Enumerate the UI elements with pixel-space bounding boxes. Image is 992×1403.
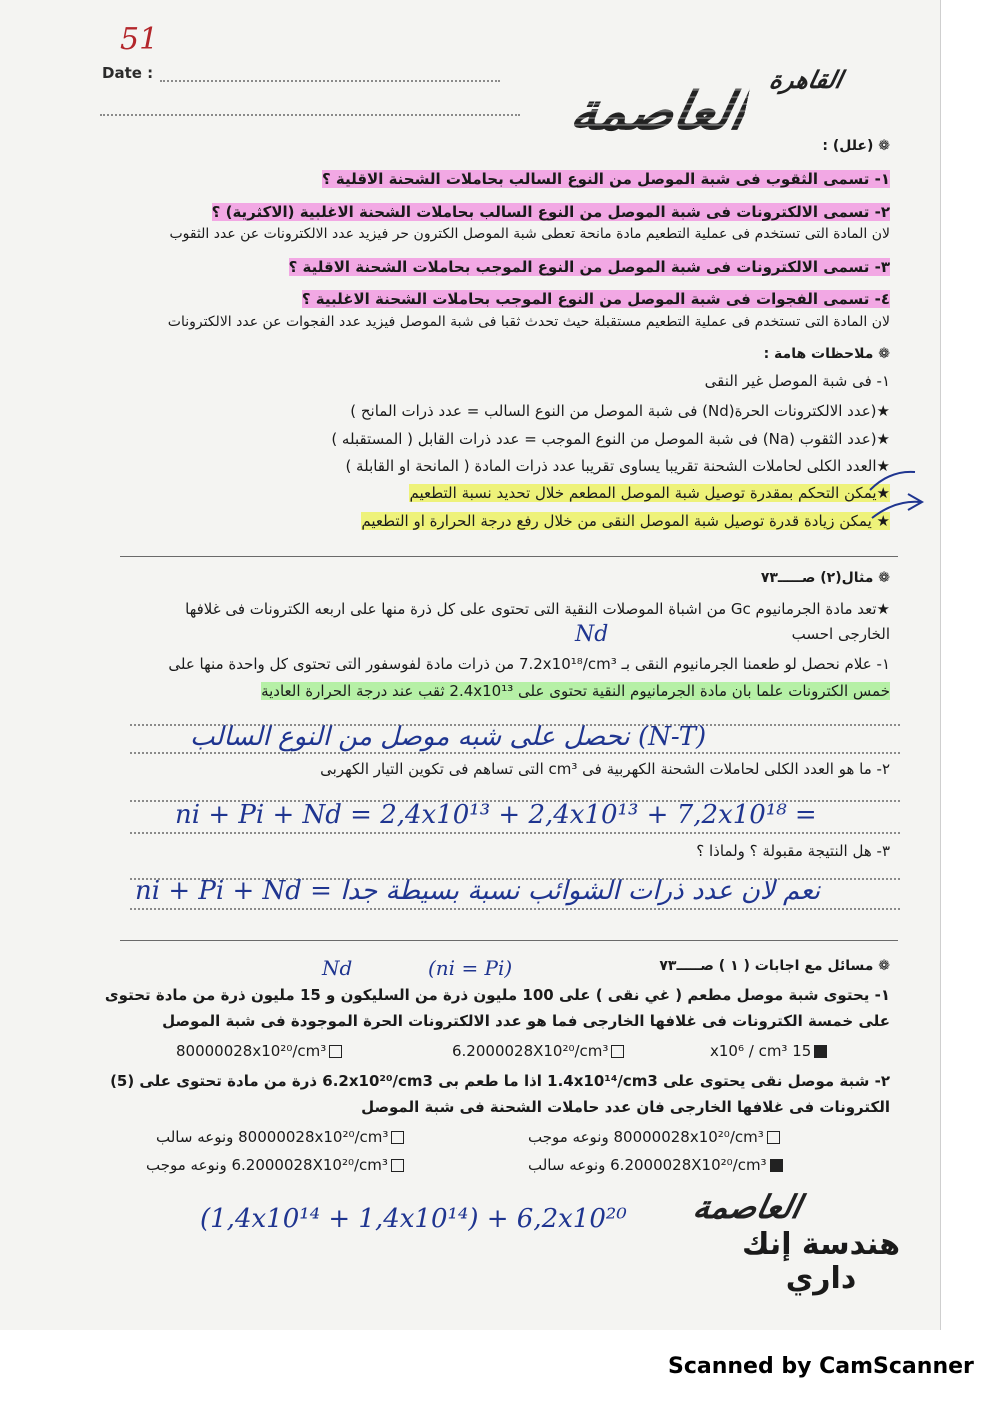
note-star-4-text: ★يمكن التحكم بمقدرة توصيل شبة الموصل المطعم خلال تحديد نسبة التطعيم: [409, 484, 890, 502]
problem-1-line-2: على خمسة الكترونات فى غلافها الخارجى فما هو عدد الالكترونات الحرة الموجودة فى شبة الموصل: [162, 1012, 890, 1030]
checkbox-icon[interactable]: [391, 1131, 404, 1144]
example-intro-1: ★تعد مادة الجرمانيوم Gc من اشباة الموصلات النقية التى تحتوى على كل ذرة منها على اربعه الكترونات فى غلافها: [185, 600, 890, 618]
brand-logo-big: العاصمة: [565, 82, 752, 142]
handwritten-nd: Nd: [575, 622, 609, 647]
handwritten-sum: (1,4x10¹⁴ + 1,4x10¹⁴) + 6,2x10²⁰: [200, 1204, 627, 1234]
checkbox-icon[interactable]: [611, 1045, 624, 1058]
problem-1-option-a[interactable]: [176, 1042, 345, 1060]
reason-3: [289, 258, 890, 276]
problem-2-option-a-text: 80000028x10²⁰/cm³ ونوعه سالب: [156, 1128, 389, 1146]
brand-logo-small: القاهرة: [767, 66, 845, 94]
problem-1-option-b-text: 6.2000028X10²⁰/cm³: [452, 1042, 609, 1060]
handwritten-answer-2: ni + Pi + Nd = 2,4x10¹³ + 2,4x10¹³ + 7,2x10¹⁸ =: [175, 800, 817, 830]
problem-2-option-b[interactable]: [528, 1128, 783, 1146]
checkbox-icon[interactable]: [329, 1045, 342, 1058]
handwritten-answer-1: نحصل على شبه موصل من النوع السالب (N-T): [190, 722, 707, 752]
handwritten-nd-2: Nd: [322, 956, 353, 980]
divider-2: [120, 940, 898, 941]
note-1: ١- فى شبة الموصل غير النقى: [704, 372, 890, 390]
camscanner-watermark: Scanned by CamScanner: [668, 1354, 974, 1379]
example-q1-line-2: [261, 682, 890, 700]
reason-2-text: ٢- تسمى الالكترونات فى شبة الموصل من النوع السالب بحاملات الشحنة الاغلبية (الاكثرية) ؟: [211, 203, 890, 221]
note-star-1: ★(عدد الالكترونات الحرة(Nd) فى شبة الموصل من النوع السالب = عدد ذرات المانح ): [350, 402, 890, 420]
example-q1-line-2-text: خمس الكترونات علما بان مادة الجرمانيوم النقية تحتوى على 2.4x10¹³ ثقب عند درجة الحرارة العادية: [261, 682, 890, 700]
header-dotted-line: [100, 114, 520, 116]
reason-4: [302, 290, 890, 308]
reason-3-text: ٣- تسمى الالكترونات فى شبة الموصل من النوع الموجب بحاملات الشحنة الاقلية ؟: [288, 258, 890, 276]
problem-2-line-2: الكترونات فى غلافها الخارجى فان عدد حاملات الشحنة فى شبة الموصل: [361, 1098, 890, 1116]
problem-2-option-b-text: 80000028x10²⁰/cm³ ونوعه موجب: [528, 1128, 764, 1146]
note-star-2: ★(عدد الثقوب (Na) فى شبة الموصل من النوع الموجب = عدد ذرات القابل ( المستقبله ): [331, 430, 890, 448]
problem-2-option-d[interactable]: [528, 1156, 786, 1174]
checked-box-icon[interactable]: [770, 1159, 783, 1172]
problem-1-option-b[interactable]: [452, 1042, 627, 1060]
answer-dots-6: [130, 908, 900, 910]
notes-title: ❁ ملاحظات هامة :: [763, 346, 890, 362]
answer-2: لان المادة التى تستخدم فى عملية التطعيم مادة مانحة تعطى شبة الموصل الكترون حر فيزيد عدد الالكترونات عن عدد الثقوب: [169, 226, 890, 242]
reason-1: [322, 170, 890, 188]
checked-box-icon[interactable]: [814, 1045, 827, 1058]
note-star-3: ★العدد الكلى لحاملات الشحنة تقريبا يساوى تقريبا عدد ذرات المادة ( المانحة او القابلة ): [345, 457, 890, 475]
reason-4-text: ٤- تسمى الفجوات فى شبة الموصل من النوع الموجب بحاملات الشحنة الاغلبية ؟: [301, 290, 890, 308]
problem-1-option-c-text: 15 x10⁶ / cm³: [710, 1042, 812, 1060]
answer-4: لان المادة التى تستخدم فى عملية التطعيم مستقبلة حيث تحدث ثقبا فى شبة الموصل فيزيد عدد الفجوات عن عدد الالكترونات: [167, 314, 890, 330]
note-star-5: [361, 512, 890, 530]
note-star-5-text: ★ يمكن زيادة قدرة توصيل شبة الموصل النقى من خلال رفع درجة الحرارة او التطعيم: [361, 512, 890, 530]
handwritten-answer-3: ni + Pi + Nd = نعم لان عدد ذرات الشوائب نسبة بسيطة جدا: [135, 876, 821, 906]
example-title: ❁ مثال(٢) صـــــ٧٣: [760, 570, 890, 586]
example-intro-2: الخارجى احسب: [791, 625, 890, 643]
reason-1-text: ١- تسمى الثقوب فى شبة الموصل من النوع السالب بحاملات الشحنة الاقلية ؟: [321, 170, 890, 188]
problem-2-option-c[interactable]: [146, 1156, 407, 1174]
date-label: Date :: [102, 64, 154, 82]
reasons-title: ❁ (علل) :: [822, 138, 890, 154]
footer-logo-sub: [742, 1228, 900, 1296]
problem-1-option-a-text: 80000028x10²⁰/cm³: [176, 1042, 327, 1060]
footer-logo-sub-2: داري: [785, 1261, 857, 1296]
note-star-4: [409, 484, 890, 502]
reason-2: [212, 203, 890, 221]
example-q3: ٣- هل النتيجة مقبولة ؟ ولماذا ؟: [696, 842, 890, 860]
problem-1-option-c[interactable]: [710, 1042, 830, 1060]
footer-logo: العاصمة: [689, 1188, 805, 1226]
problem-2-option-c-text: 6.2000028X10²⁰/cm³ ونوعه موجب: [146, 1156, 388, 1174]
problems-title: ❁ مسائل مع اجابات ( ١ ) صـــــ٧٣: [659, 958, 890, 974]
date-line: [160, 80, 500, 82]
divider-1: [120, 556, 898, 557]
answer-dots-2: [130, 752, 900, 754]
problem-2-option-a[interactable]: [156, 1128, 407, 1146]
problem-1-line-1: ١- يحتوى شبة موصل مطعم ( غي نقى ) على 100 مليون ذرة من السليكون و 15 مليون ذرة من مادة تحتوى: [104, 986, 890, 1004]
handwritten-ni-pi: (ni = Pi): [428, 956, 513, 980]
problem-2-line-1: ٢- شبة موصل نقى يحتوى على 1.4x10¹⁴/cm3 اذا ما طعم بى 6.2x10²⁰/cm3 ذرة من مادة تحتوى على (5): [110, 1072, 890, 1090]
page-number-handwritten: 51: [120, 22, 159, 57]
checkbox-icon[interactable]: [391, 1159, 404, 1172]
checkbox-icon[interactable]: [767, 1131, 780, 1144]
answer-dots-4: [130, 832, 900, 834]
footer-logo-sub-1: هندسة إنك: [742, 1227, 900, 1262]
example-q2: ٢- ما هو العدد الكلى لحاملات الشحنة الكهربية فى cm³ التى تساهم فى تكوين التيار الكهربى: [320, 760, 890, 778]
example-q1-line-1: ١- علام نحصل لو طعمنا الجرمانيوم النقى بـ 7.2x10¹⁸/cm³ من ذرات مادة لفوسفور التى تحتوى كل واحدة منها على: [168, 655, 890, 673]
handwritten-arrows: [860, 460, 940, 530]
problem-2-option-d-text: 6.2000028X10²⁰/cm³ ونوعه سالب: [528, 1156, 767, 1174]
